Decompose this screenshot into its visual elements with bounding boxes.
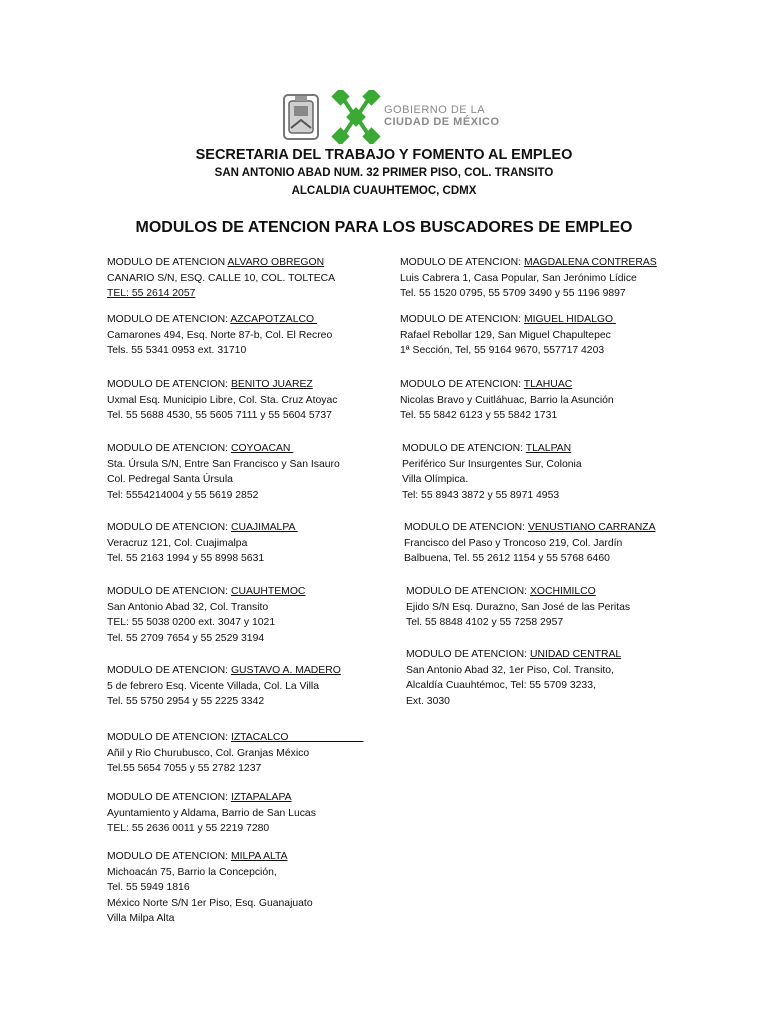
module-heading xyxy=(406,584,630,600)
module-prefix: MODULO DE ATENCION: xyxy=(107,586,231,597)
module-prefix: MODULO DE ATENCION: xyxy=(107,665,231,676)
module-detail-line: TEL: 55 2636 0011 y 55 2219 7280 xyxy=(107,823,270,834)
module-detail-line: Tels. 55 5341 0953 ext. 31710 xyxy=(107,345,247,356)
module-prefix: MODULO DE ATENCION: xyxy=(402,443,526,454)
module-detail-line: Tel. 55 2709 7654 y 55 2529 3194 xyxy=(107,632,265,644)
module-entry xyxy=(107,790,316,837)
module-detail-line: Luis Cabrera 1, Casa Popular, San Jerónimo Lídice xyxy=(400,272,637,284)
module-prefix: MODULO DE ATENCION: xyxy=(107,522,231,533)
module-heading xyxy=(400,377,614,393)
module-name: TLALPAN xyxy=(525,443,572,454)
module-prefix: MODULO DE ATENCION: xyxy=(400,379,524,390)
module-name: BENITO JUAREZ xyxy=(230,379,313,390)
module-entry xyxy=(107,441,340,503)
module-name: MAGDALENA CONTRERAS xyxy=(523,257,657,268)
module-detail-line: México Norte S/N 1er Piso, Esq. Guanajuato xyxy=(107,897,313,909)
module-name: AZCAPOTZALCO xyxy=(230,314,317,325)
module-prefix: MODULO DE ATENCION: xyxy=(404,522,528,533)
module-prefix: MODULO DE ATENCION: xyxy=(400,314,524,325)
module-name: CUAUHTEMOC xyxy=(230,586,306,597)
module-detail-line: Tel: 55 8943 3872 y 55 8971 4953 xyxy=(402,489,560,501)
module-prefix: MODULO DE ATENCION: xyxy=(107,792,231,803)
module-detail-line: Uxmal Esq. Municipio Libre, Col. Sta. Cruz Atoyac xyxy=(107,394,338,406)
module-name: UNIDAD CENTRAL xyxy=(529,649,622,660)
module-heading xyxy=(107,377,337,393)
module-detail-line: Tel. 55 1520 0795, 55 5709 3490 y 55 1196 9897 xyxy=(400,288,626,299)
module-heading xyxy=(107,790,316,806)
module-entry xyxy=(406,584,630,631)
module-entry xyxy=(107,520,298,567)
module-detail-line: San Antonio Abad 32, Col. Transito xyxy=(107,601,269,613)
header-line-3: ALCALDIA CUAUHTEMOC, CDMX xyxy=(291,185,477,197)
module-heading xyxy=(404,520,656,536)
module-entry xyxy=(107,312,332,359)
government-logo-text xyxy=(384,104,500,128)
module-detail-line: Añil y Rio Churubusco, Col. Granjas México xyxy=(107,747,310,759)
module-detail-line: Tel. 55 2163 1994 y 55 8998 5631 xyxy=(107,553,265,564)
module-prefix: MODULO DE ATENCION: xyxy=(107,443,231,454)
module-entry xyxy=(107,255,335,302)
module-heading xyxy=(107,441,340,457)
module-detail-line: Michoacán 75, Barrio la Concepción, xyxy=(107,866,277,878)
module-name: MILPA ALTA xyxy=(230,851,288,862)
module-name: GUSTAVO A. MADERO xyxy=(230,665,341,676)
module-heading xyxy=(107,584,305,600)
module-entry xyxy=(400,255,657,302)
module-heading xyxy=(107,730,364,746)
module-name: CUAJIMALPA xyxy=(230,522,298,533)
module-entry xyxy=(107,663,341,710)
module-prefix: MODULO DE ATENCION: xyxy=(406,586,530,597)
module-heading xyxy=(402,441,582,457)
module-entry xyxy=(107,849,313,927)
module-heading xyxy=(400,312,616,328)
module-prefix: MODULO DE ATENCION: xyxy=(107,314,231,325)
header-line-2: SAN ANTONIO ABAD NUM. 32 PRIMER PISO, COL. TRANSITO xyxy=(214,167,554,179)
module-heading xyxy=(107,663,341,679)
module-name: VENUSTIANO CARRANZA xyxy=(527,522,656,533)
module-heading xyxy=(406,647,621,663)
module-detail-line: Francisco del Paso y Troncoso 219, Col. Jardín xyxy=(404,537,623,549)
module-detail-line: Balbuena, Tel. 55 2612 1154 y 55 5768 6460 xyxy=(404,553,610,564)
module-detail-line: Tel. 55 5688 4530, 55 5605 7111 y 55 5604 5737 xyxy=(107,410,332,421)
module-entry xyxy=(107,584,305,646)
module-entry xyxy=(404,520,656,567)
module-name: IZTACALCO xyxy=(230,732,364,743)
module-detail-line: Periférico Sur Insurgentes Sur, Colonia xyxy=(402,458,582,470)
page-title: MODULOS DE ATENCION PARA LOS BUSCADORES DE EMPLEO xyxy=(135,219,633,236)
module-detail-line: CANARIO S/N, ESQ. CALLE 10, COL. TOLTECA xyxy=(107,272,336,284)
module-detail-line: Tel. 55 5949 1816 xyxy=(107,882,190,893)
module-name: IZTAPALAPA xyxy=(230,792,292,803)
module-detail-line: Tel. 55 5750 2954 y 55 2225 3342 xyxy=(107,696,265,707)
module-detail-line: Rafael Rebollar 129, San Miguel Chapultepec xyxy=(400,329,611,341)
module-detail-line: TEL: 55 5038 0200 ext. 3047 y 1021 xyxy=(107,617,276,628)
module-detail-line: Tel: 5554214004 y 55 5619 2852 xyxy=(107,489,259,501)
gov-line-1: GOBIERNO DE LA xyxy=(384,104,486,116)
module-detail-line: 5 de febrero Esq. Vicente Villada, Col. La Villa xyxy=(107,680,319,692)
cdmx-logo-icon xyxy=(330,90,382,144)
module-name: TLAHUAC xyxy=(523,379,573,390)
module-detail-line: Sta. Úrsula S/N, Entre San Francisco y San Isauro xyxy=(107,458,340,470)
module-prefix: MODULO DE ATENCION: xyxy=(107,379,231,390)
module-entry xyxy=(406,647,621,709)
module-prefix: MODULO DE ATENCION xyxy=(107,257,228,268)
module-heading xyxy=(107,849,313,865)
module-detail-line: Tel.55 5654 7055 y 55 2782 1237 xyxy=(107,763,262,774)
module-detail-line: Villa Milpa Alta xyxy=(107,913,175,924)
module-detail-line: Alcaldía Cuauhtémoc, Tel: 55 5709 3233, xyxy=(406,680,596,691)
module-entry xyxy=(400,312,616,359)
gov-line-2: CIUDAD DE MÉXICO xyxy=(384,116,500,128)
module-entry xyxy=(107,377,337,424)
logos xyxy=(0,90,768,146)
module-name: MIGUEL HIDALGO xyxy=(523,314,616,325)
module-name: XOCHIMILCO xyxy=(529,586,596,597)
module-detail-line: Nicolas Bravo y Cuitláhuac, Barrio la Asunción xyxy=(400,394,614,406)
module-heading xyxy=(400,255,657,271)
module-detail-line: Tel. 55 5842 6123 y 55 5842 1731 xyxy=(400,410,558,421)
module-prefix: MODULO DE ATENCION: xyxy=(406,649,530,660)
module-detail-line: Tel. 55 8848 4102 y 55 7258 2957 xyxy=(406,617,564,628)
header-line-1: SECRETARIA DEL TRABAJO Y FOMENTO AL EMPLEO xyxy=(195,147,573,163)
module-detail-line: San Antonio Abad 32, 1er Piso, Col. Transito, xyxy=(406,664,614,676)
module-detail-line: TEL: 55 2614 2057 xyxy=(107,288,196,299)
module-detail-line: 1ª Sección, Tel, 55 9164 9670, 557717 4203 xyxy=(400,345,605,356)
module-detail-line: Col. Pedregal Santa Úrsula xyxy=(107,474,233,485)
module-entry xyxy=(400,377,614,424)
module-entry xyxy=(402,441,582,503)
module-entry xyxy=(107,730,364,777)
module-name: COYOACAN xyxy=(230,443,294,454)
module-name: ALVARO OBREGON xyxy=(227,257,325,268)
module-detail-line: Ext. 3030 xyxy=(406,695,450,707)
module-detail-line: Veracruz 121, Col. Cuajimalpa xyxy=(107,537,248,549)
module-heading xyxy=(107,312,332,328)
module-heading xyxy=(107,520,298,536)
module-detail-line: Ayuntamiento y Aldama, Barrio de San Lucas xyxy=(107,807,316,819)
module-detail-line: Villa Olímpica. xyxy=(402,474,469,485)
module-prefix: MODULO DE ATENCION: xyxy=(107,851,231,862)
module-detail-line: Ejido S/N Esq. Durazno, San José de las Peritas xyxy=(406,601,631,613)
module-heading xyxy=(107,255,335,271)
module-prefix: MODULO DE ATENCION: xyxy=(107,732,231,743)
module-prefix: MODULO DE ATENCION: xyxy=(400,257,524,268)
coat-of-arms-icon xyxy=(281,92,321,142)
module-detail-line: Camarones 494, Esq. Norte 87-b, Col. El Recreo xyxy=(107,329,333,341)
